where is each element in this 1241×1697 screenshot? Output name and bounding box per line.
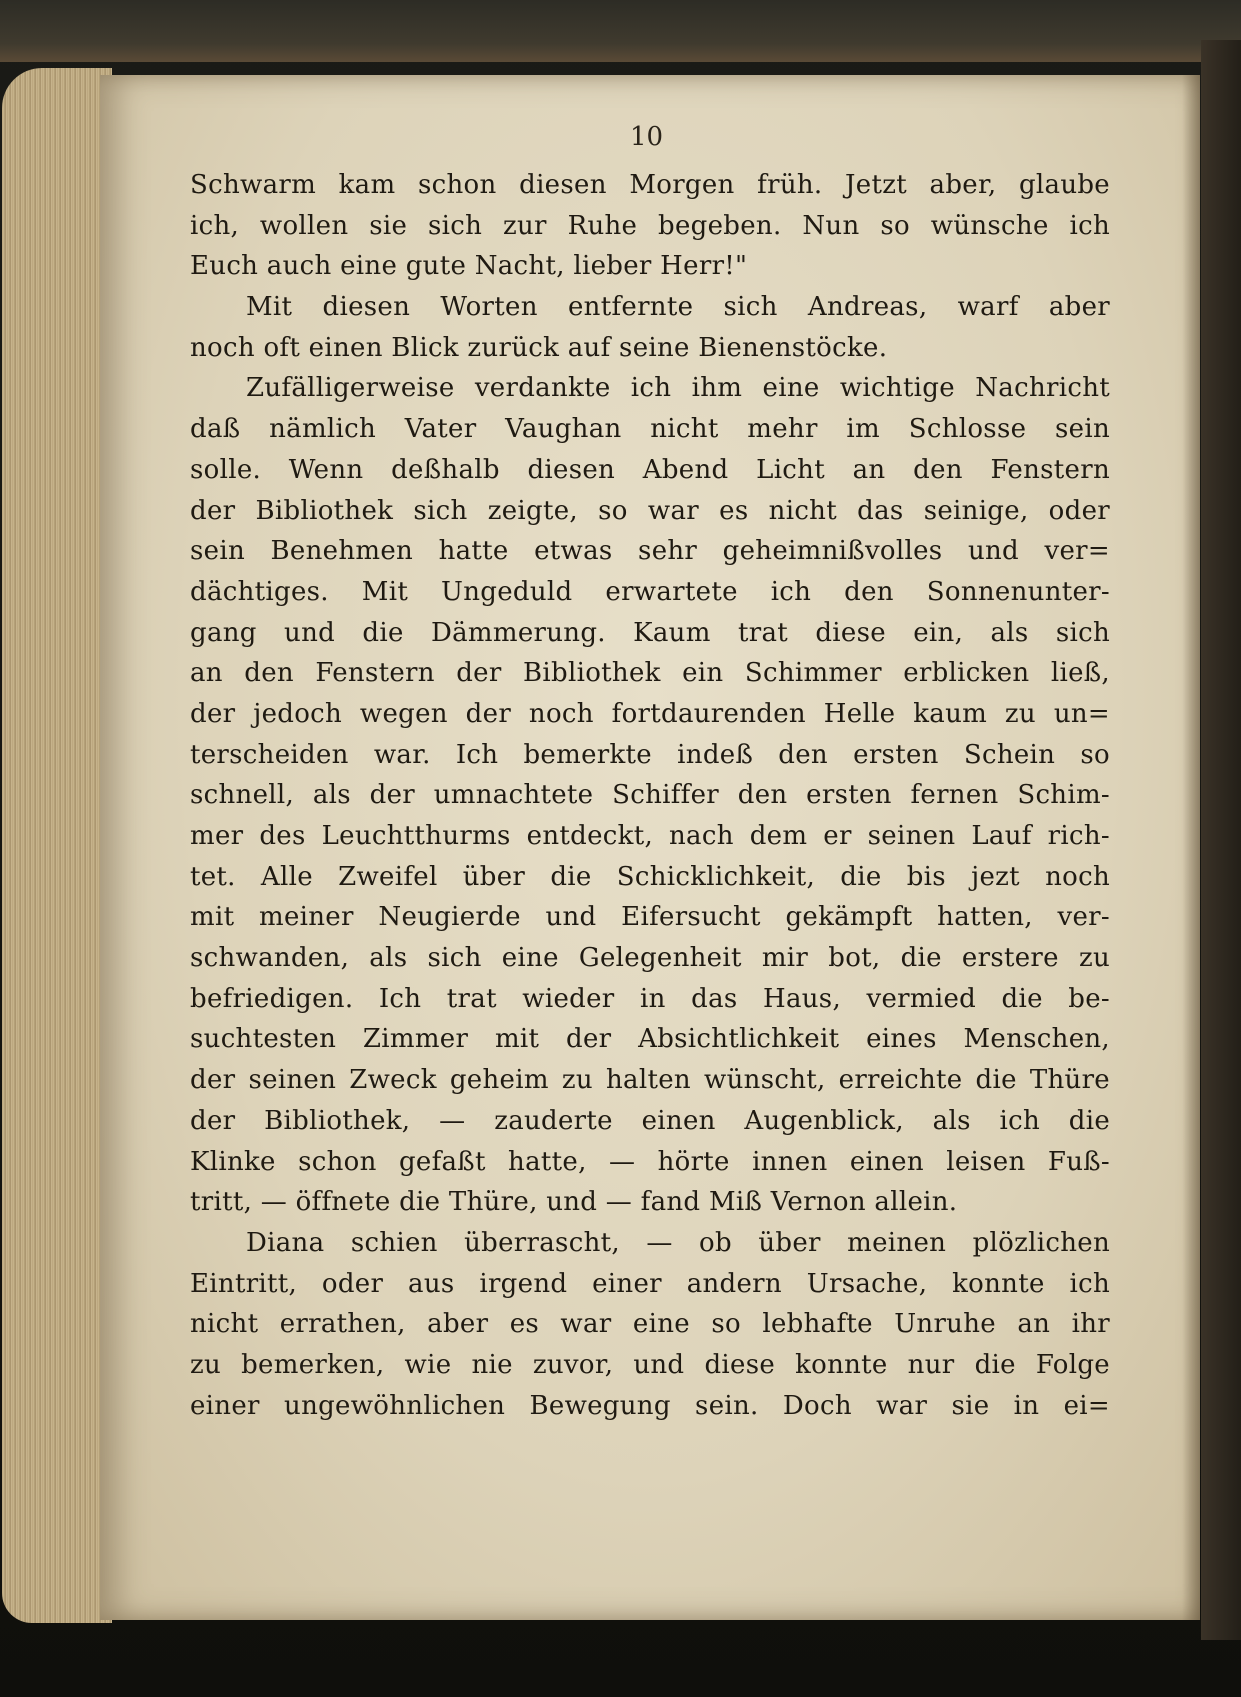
text-line: tritt, — öffnete die Thüre, und — fand Miß Vernon allein. bbox=[190, 1187, 958, 1218]
text-line: der Bibliothek sich zeigte, so war es nicht das seinige, oder bbox=[190, 495, 1110, 526]
text-line: zu bemerken, wie nie zuvor, und diese konnte nur die Folge bbox=[190, 1349, 1110, 1380]
book-cover-edge bbox=[1201, 40, 1241, 1640]
text-line: Euch auch eine gute Nacht, lieber Herr!" bbox=[190, 251, 748, 282]
text-line: tet. Alle Zweifel über die Schicklichkeit, die bis jezt noch bbox=[190, 861, 1110, 892]
text-line: noch oft einen Blick zurück auf seine Bienenstöcke. bbox=[190, 332, 888, 363]
text-line: solle. Wenn deßhalb diesen Abend Licht an den Fenstern bbox=[190, 454, 1110, 485]
text-line: schwanden, als sich eine Gelegenheit mir bot, die erstere zu bbox=[190, 943, 1110, 974]
text-line: der Bibliothek, — zauderte einen Augenblick, als ich die bbox=[190, 1105, 1110, 1136]
text-line: daß nämlich Vater Vaughan nicht mehr im Schlosse sein bbox=[190, 414, 1110, 445]
page-stack-edges bbox=[2, 68, 112, 1623]
page-text bbox=[190, 165, 1110, 1426]
text-line: dächtiges. Mit Ungeduld erwartete ich den Sonnenunter- bbox=[190, 576, 1110, 607]
text-line: sein Benehmen hatte etwas sehr geheimnißvolles und ver= bbox=[190, 536, 1110, 567]
text-line: Schwarm kam schon diesen Morgen früh. Jetzt aber, glaube bbox=[190, 170, 1110, 200]
page-number: 10 bbox=[630, 122, 664, 152]
text-line: an den Fenstern der Bibliothek ein Schimmer erblicken ließ, bbox=[190, 658, 1110, 689]
text-line: Eintritt, oder aus irgend einer andern Ursache, konnte ich bbox=[190, 1268, 1110, 1299]
text-line: der jedoch wegen der noch fortdaurenden Helle kaum zu un= bbox=[190, 698, 1110, 729]
text-line: schnell, als der umnachtete Schiffer den ersten fernen Schim- bbox=[190, 780, 1110, 811]
page-gutter-shadow bbox=[1182, 75, 1200, 1620]
text-line: Mit diesen Worten entfernte sich Andreas, warf aber bbox=[246, 292, 1110, 323]
text-line: einer ungewöhnlichen Bewegung sein. Doch war sie in ei= bbox=[190, 1390, 1110, 1421]
book-spine-top bbox=[0, 0, 1241, 62]
text-line: nicht errathen, aber es war eine so lebhafte Unruhe an ihr bbox=[190, 1309, 1110, 1340]
text-line: gang und die Dämmerung. Kaum trat diese ein, als sich bbox=[190, 617, 1110, 648]
text-line: mer des Leuchtthurms entdeckt, nach dem er seinen Lauf rich- bbox=[190, 821, 1110, 851]
text-line: der seinen Zweck geheim zu halten wünscht, erreichte die Thüre bbox=[190, 1065, 1110, 1096]
text-line: Klinke schon gefaßt hatte, — hörte innen einen leisen Fuß- bbox=[190, 1146, 1110, 1177]
text-line: suchtesten Zimmer mit der Absichtlichkeit eines Menschen, bbox=[190, 1024, 1110, 1055]
text-line: Zufälligerweise verdankte ich ihm eine wichtige Nachricht bbox=[246, 373, 1110, 404]
text-line: mit meiner Neugierde und Eifersucht gekämpft hatten, ver- bbox=[190, 902, 1110, 933]
text-line: ich, wollen sie sich zur Ruhe begeben. Nun so wünsche ich bbox=[190, 210, 1110, 241]
text-line: Diana schien überrascht, — ob über meinen plözlichen bbox=[246, 1227, 1110, 1258]
text-line: terscheiden war. Ich bemerkte indeß den ersten Schein so bbox=[190, 739, 1110, 770]
text-line: befriedigen. Ich trat wieder in das Haus, vermied die be- bbox=[190, 983, 1110, 1014]
